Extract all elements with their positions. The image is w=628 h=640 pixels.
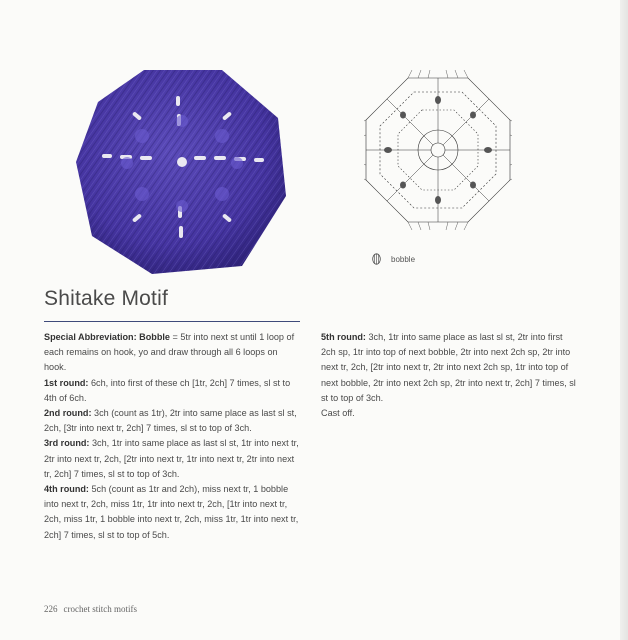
cast-off: Cast off. xyxy=(321,408,355,419)
round-1: 1st round: 6ch, into first of these ch [1tr, 2ch] 7 times, sl st to 4th of 6ch. xyxy=(44,377,291,403)
special-abbreviation: Special Abbreviation: Bobble = 5tr into next st until 1 loop of each remains on hook, yo and draw through all 6 loops on hook. xyxy=(44,332,295,373)
round-3: 3rd round: 3ch, 1tr into same place as last sl st, 1tr into next tr, 2tr into next tr, 2ch, [2tr into next tr, 1tr into next tr, 2tr into next tr, 2ch] 7 times, sl st to top of 3ch. xyxy=(44,438,299,479)
pattern-title: Shitake Motif xyxy=(44,287,168,310)
crochet-chart-diagram xyxy=(364,60,512,250)
round-4: 4th round: 5ch (count as 1tr and 2ch), miss next tr, 1 bobble into next tr, 2ch, miss 1tr, 1tr into next tr, 2ch, [1tr into next tr, 2ch, miss 1tr, 1 bobble into next tr, 2ch, miss 1tr, 1tr into next tr, 2ch] 7 times, sl st to top of 5ch. xyxy=(44,484,299,540)
page-gutter-shadow xyxy=(620,0,628,640)
diagram-key xyxy=(372,252,415,266)
key-label: bobble xyxy=(391,254,416,264)
bobble-symbol-icon xyxy=(372,253,381,265)
crochet-motif-photo xyxy=(72,66,292,278)
instructions-left-column xyxy=(44,330,302,543)
page-number: 226 xyxy=(44,604,58,614)
page-footer xyxy=(44,604,137,614)
round-2: 2nd round: 3ch (count as 1tr), 2tr into same place as last sl st, 2ch, [3tr into next tr, 2ch] 7 times, sl st to top of 3ch. xyxy=(44,408,297,434)
instructions-right-column xyxy=(321,330,576,421)
section-name: crochet stitch motifs xyxy=(63,604,137,614)
title-rule xyxy=(44,321,300,322)
round-5: 5th round: 3ch, 1tr into same place as last sl st, 2tr into first 2ch sp, 1tr into top of next bobble, 2tr into next 2ch sp, 2tr into next tr, 2ch, [2tr into next tr, 2tr into next 2ch sp, 1tr into top of next bobble, 2tr into next 2ch sp, 2tr into next tr, 2ch] 7 times, sl st to top of 3ch. xyxy=(321,332,576,403)
